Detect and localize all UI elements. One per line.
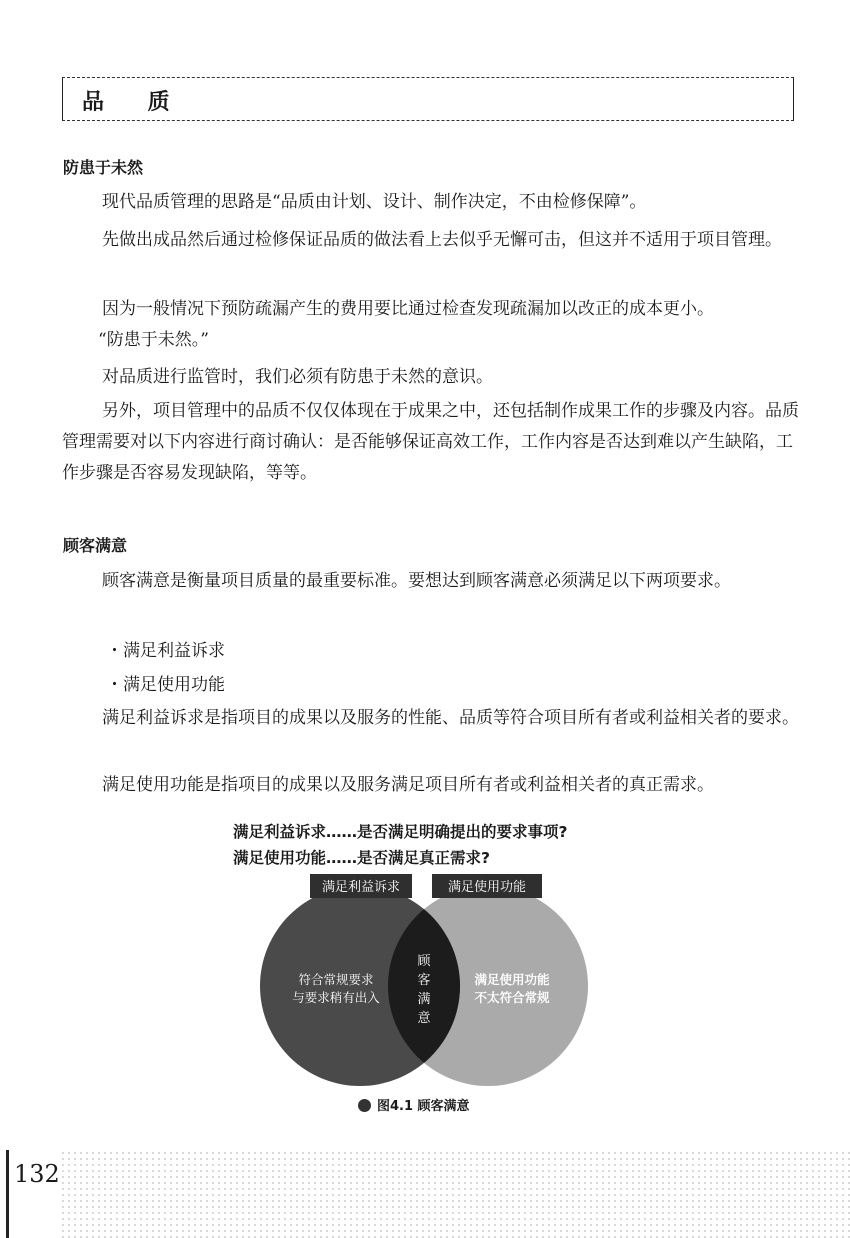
bullet-item: ・满足利益诉求 <box>106 641 225 661</box>
bullet-item: ・满足使用功能 <box>106 675 225 695</box>
center-char: 满 <box>417 992 431 1007</box>
center-char: 客 <box>417 973 431 988</box>
page-number: 132 <box>14 1160 60 1188</box>
caption-text: 图4.1 顾客满意 <box>377 1099 470 1114</box>
caption-bullet-icon <box>358 1099 371 1112</box>
paragraph: 先做出成品然后通过检修保证品质的做法看上去似乎无懈可击，但这并不适用于项目管理。 <box>102 230 782 250</box>
paragraph: 顾客满意是衡量项目质量的最重要标准。要想达到顾客满意必须满足以下两项要求。 <box>102 571 731 591</box>
paragraph: 另外，项目管理中的品质不仅仅体现在于成果之中，还包括制作成果工作的步骤及内容。品质管理需要对以下内容进行商讨确认：是否能够保证高效工作，工作内容是否达到难以产生缺陷，工作步骤是否容易发现缺陷，等等。 <box>62 401 799 483</box>
paragraph: 满足利益诉求是指项目的成果以及服务的性能、品质等符合项目所有者或利益相关者的要求。 <box>102 708 799 728</box>
quote-line: “防患于未然。” <box>98 330 209 350</box>
tag-right-label: 满足使用功能 <box>447 880 527 895</box>
subheading-customer-satisfaction: 顾客满意 <box>63 536 128 555</box>
venn-diagram <box>258 872 588 1087</box>
figure-line-1: 满足利益诉求……是否满足明确提出的要求事项? <box>233 823 568 841</box>
page-edge-bar <box>6 1150 9 1238</box>
figure-caption <box>358 1095 470 1114</box>
center-char: 顾 <box>417 954 431 969</box>
section-title: 品 质 <box>82 90 188 115</box>
left-text-line-2: 与要求稍有出入 <box>292 990 380 1005</box>
subheading-prevention: 防患于未然 <box>63 158 144 177</box>
figure-line-2: 满足使用功能……是否满足真正需求? <box>233 849 490 867</box>
right-text-line-2: 不太符合常规 <box>474 990 550 1005</box>
footer-dot-pattern <box>60 1150 850 1238</box>
paragraph: 对品质进行监管时，我们必须有防患于未然的意识。 <box>102 367 493 387</box>
left-text-line-1: 符合常规要求 <box>298 972 374 987</box>
right-text-line-1: 满足使用功能 <box>474 972 550 987</box>
paragraph: 满足使用功能是指项目的成果以及服务满足项目所有者或利益相关者的真正需求。 <box>102 775 714 795</box>
center-char: 意 <box>417 1011 431 1026</box>
paragraph: 现代品质管理的思路是“品质由计划、设计、制作决定，不由检修保障”。 <box>102 192 647 212</box>
paragraph: 因为一般情况下预防疏漏产生的费用要比通过检查发现疏漏加以改正的成本更小。 <box>102 299 714 319</box>
tag-left-label: 满足利益诉求 <box>321 880 401 895</box>
